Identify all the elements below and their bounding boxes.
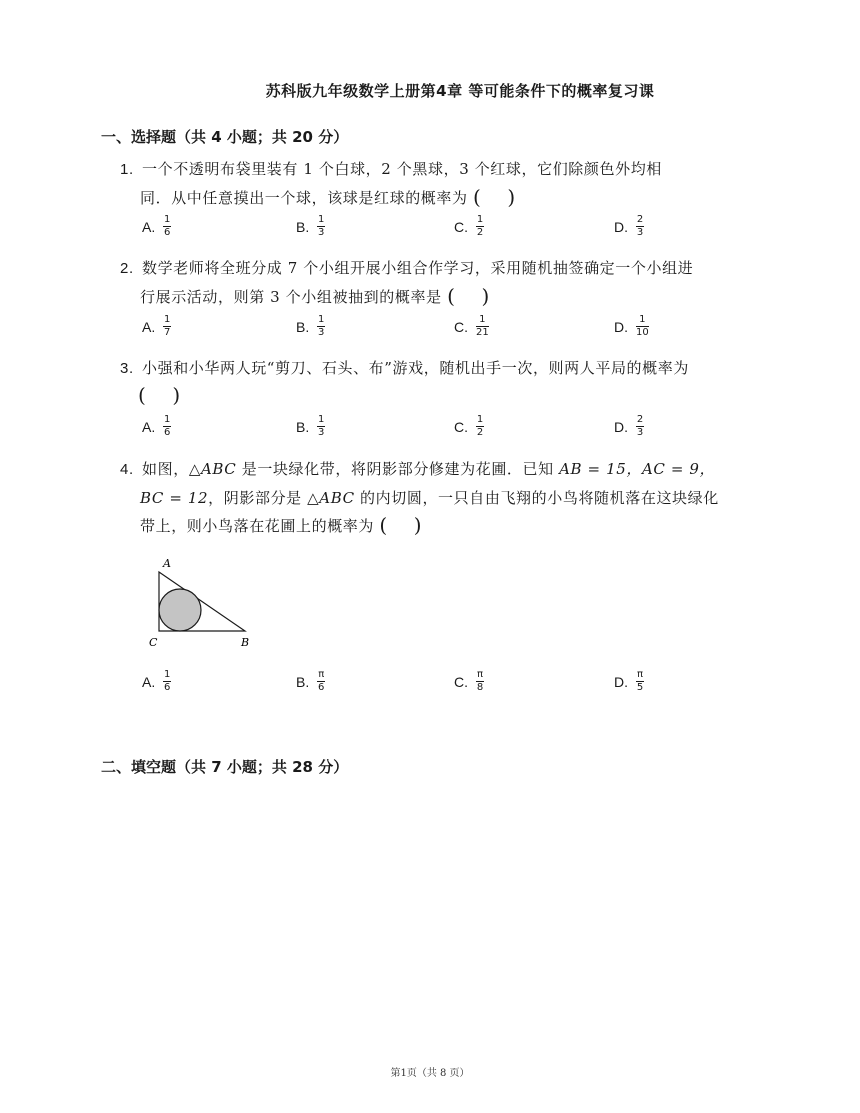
question-number: 4. [120,461,134,478]
question-text: 小强和小华两人玩“剪刀、石头、布”游戏，随机出手一次，则两人平局的概率为 [142,359,689,377]
question-text: 是一块绿化带，将阴影部分修建为花圃．已知 [236,460,560,478]
answer-blank: ( ) [447,284,490,308]
fraction: $\frac{1}{2}$ [476,414,484,438]
fraction: $\frac{\pi}{6}$ [318,669,325,693]
fraction: $\frac{1}{2}$ [476,214,484,238]
math-expression: △ABC [188,460,237,478]
fraction: $\frac{1}{3}$ [318,314,325,338]
question-text: 带上，则小鸟落在花圃上的概率为 [140,517,375,535]
answer-blank: ( ) [138,383,181,407]
question-1-line1 [120,158,662,179]
fraction: $\frac{1}{3}$ [318,414,325,438]
question-4-line1 [120,458,715,479]
incircle [159,589,201,631]
question-text: 如图， [142,460,189,478]
question-2-line1 [120,257,693,278]
question-3-line1 [120,357,689,378]
fraction: $\frac{\pi}{8}$ [476,669,484,693]
option-a: A. $\frac{1}{6}$ [142,414,171,438]
fraction: $\frac{\pi}{5}$ [636,669,644,693]
option-b: B. $\frac{\pi}{6}$ [296,669,325,693]
option-a: A. $\frac{1}{6}$ [142,214,171,238]
option-a: A. $\frac{1}{6}$ [142,669,171,693]
triangle-incircle-figure [146,555,256,655]
question-text: 数学老师将全班分成 7 个小组开展小组合作学习，采用随机抽签确定一个小组进 [142,259,694,277]
question-text: 同．从中任意摸出一个球，该球是红球的概率为 [140,189,468,207]
section-heading-choice: 一、选择题（共 4 小题；共 20 分） [101,128,349,146]
question-number: 2. [120,260,134,277]
option-a: A. $\frac{1}{7}$ [142,314,171,338]
fraction: $\frac{1}{21}$ [476,314,489,338]
option-d: D. $\frac{\pi}{5}$ [614,669,644,693]
question-number: 1. [120,161,134,178]
answer-blank: ( ) [472,185,516,209]
section-heading-fill-blank: 二、填空题（共 7 小题；共 28 分） [101,758,349,776]
option-d: D. $\frac{1}{10}$ [614,314,649,338]
answer-blank: ( ) [379,513,423,537]
fraction: $\frac{1}{3}$ [318,214,325,238]
question-2-line2 [140,286,490,307]
option-c: C. $\frac{1}{2}$ [454,414,484,438]
question-text: 的内切圆，一只自由飞翔的小鸟将随机落在这块绿化 [354,489,719,507]
option-d: D. $\frac{2}{3}$ [614,214,644,238]
question-4-line3 [140,515,422,536]
question-4-line2 [140,487,719,508]
option-b: B. $\frac{1}{3}$ [296,414,325,438]
vertex-label-c: C [149,636,158,649]
fraction: $\frac{1}{6}$ [164,669,171,693]
vertex-label-b: B [241,636,250,649]
question-3-line2 [138,385,181,405]
option-d: D. $\frac{2}{3}$ [614,414,644,438]
fraction: $\frac{1}{6}$ [164,214,171,238]
question-number: 3. [120,360,134,377]
page-footer: 第1页（共 8 页） [390,1068,470,1079]
fraction: $\frac{1}{7}$ [164,314,171,338]
option-b: B. $\frac{1}{3}$ [296,314,325,338]
question-text: 行展示活动，则第 3 个小组被抽到的概率是 [140,288,442,306]
option-c: C. $\frac{1}{21}$ [454,314,489,338]
page-title: 苏科版九年级数学上册第4章 等可能条件下的概率复习课 [265,82,655,100]
question-1-line2 [140,187,516,208]
fraction: $\frac{2}{3}$ [636,414,644,438]
option-c: C. $\frac{1}{2}$ [454,214,484,238]
math-expression: BC = 12 [140,489,209,507]
fraction: $\frac{2}{3}$ [636,214,644,238]
fraction: $\frac{1}{10}$ [636,314,649,338]
math-expression: △ABC [307,489,355,507]
vertex-label-a: A [163,557,171,570]
question-text: 一个不透明布袋里装有 1 个白球，2 个黑球，3 个红球，它们除颜色外均相 [142,160,662,178]
option-b: B. $\frac{1}{3}$ [296,214,325,238]
fraction: $\frac{1}{6}$ [164,414,171,438]
math-expression: AB = 15，AC = 9， [559,460,716,478]
option-c: C. $\frac{\pi}{8}$ [454,669,484,693]
question-text: ，阴影部分是 [208,489,308,507]
